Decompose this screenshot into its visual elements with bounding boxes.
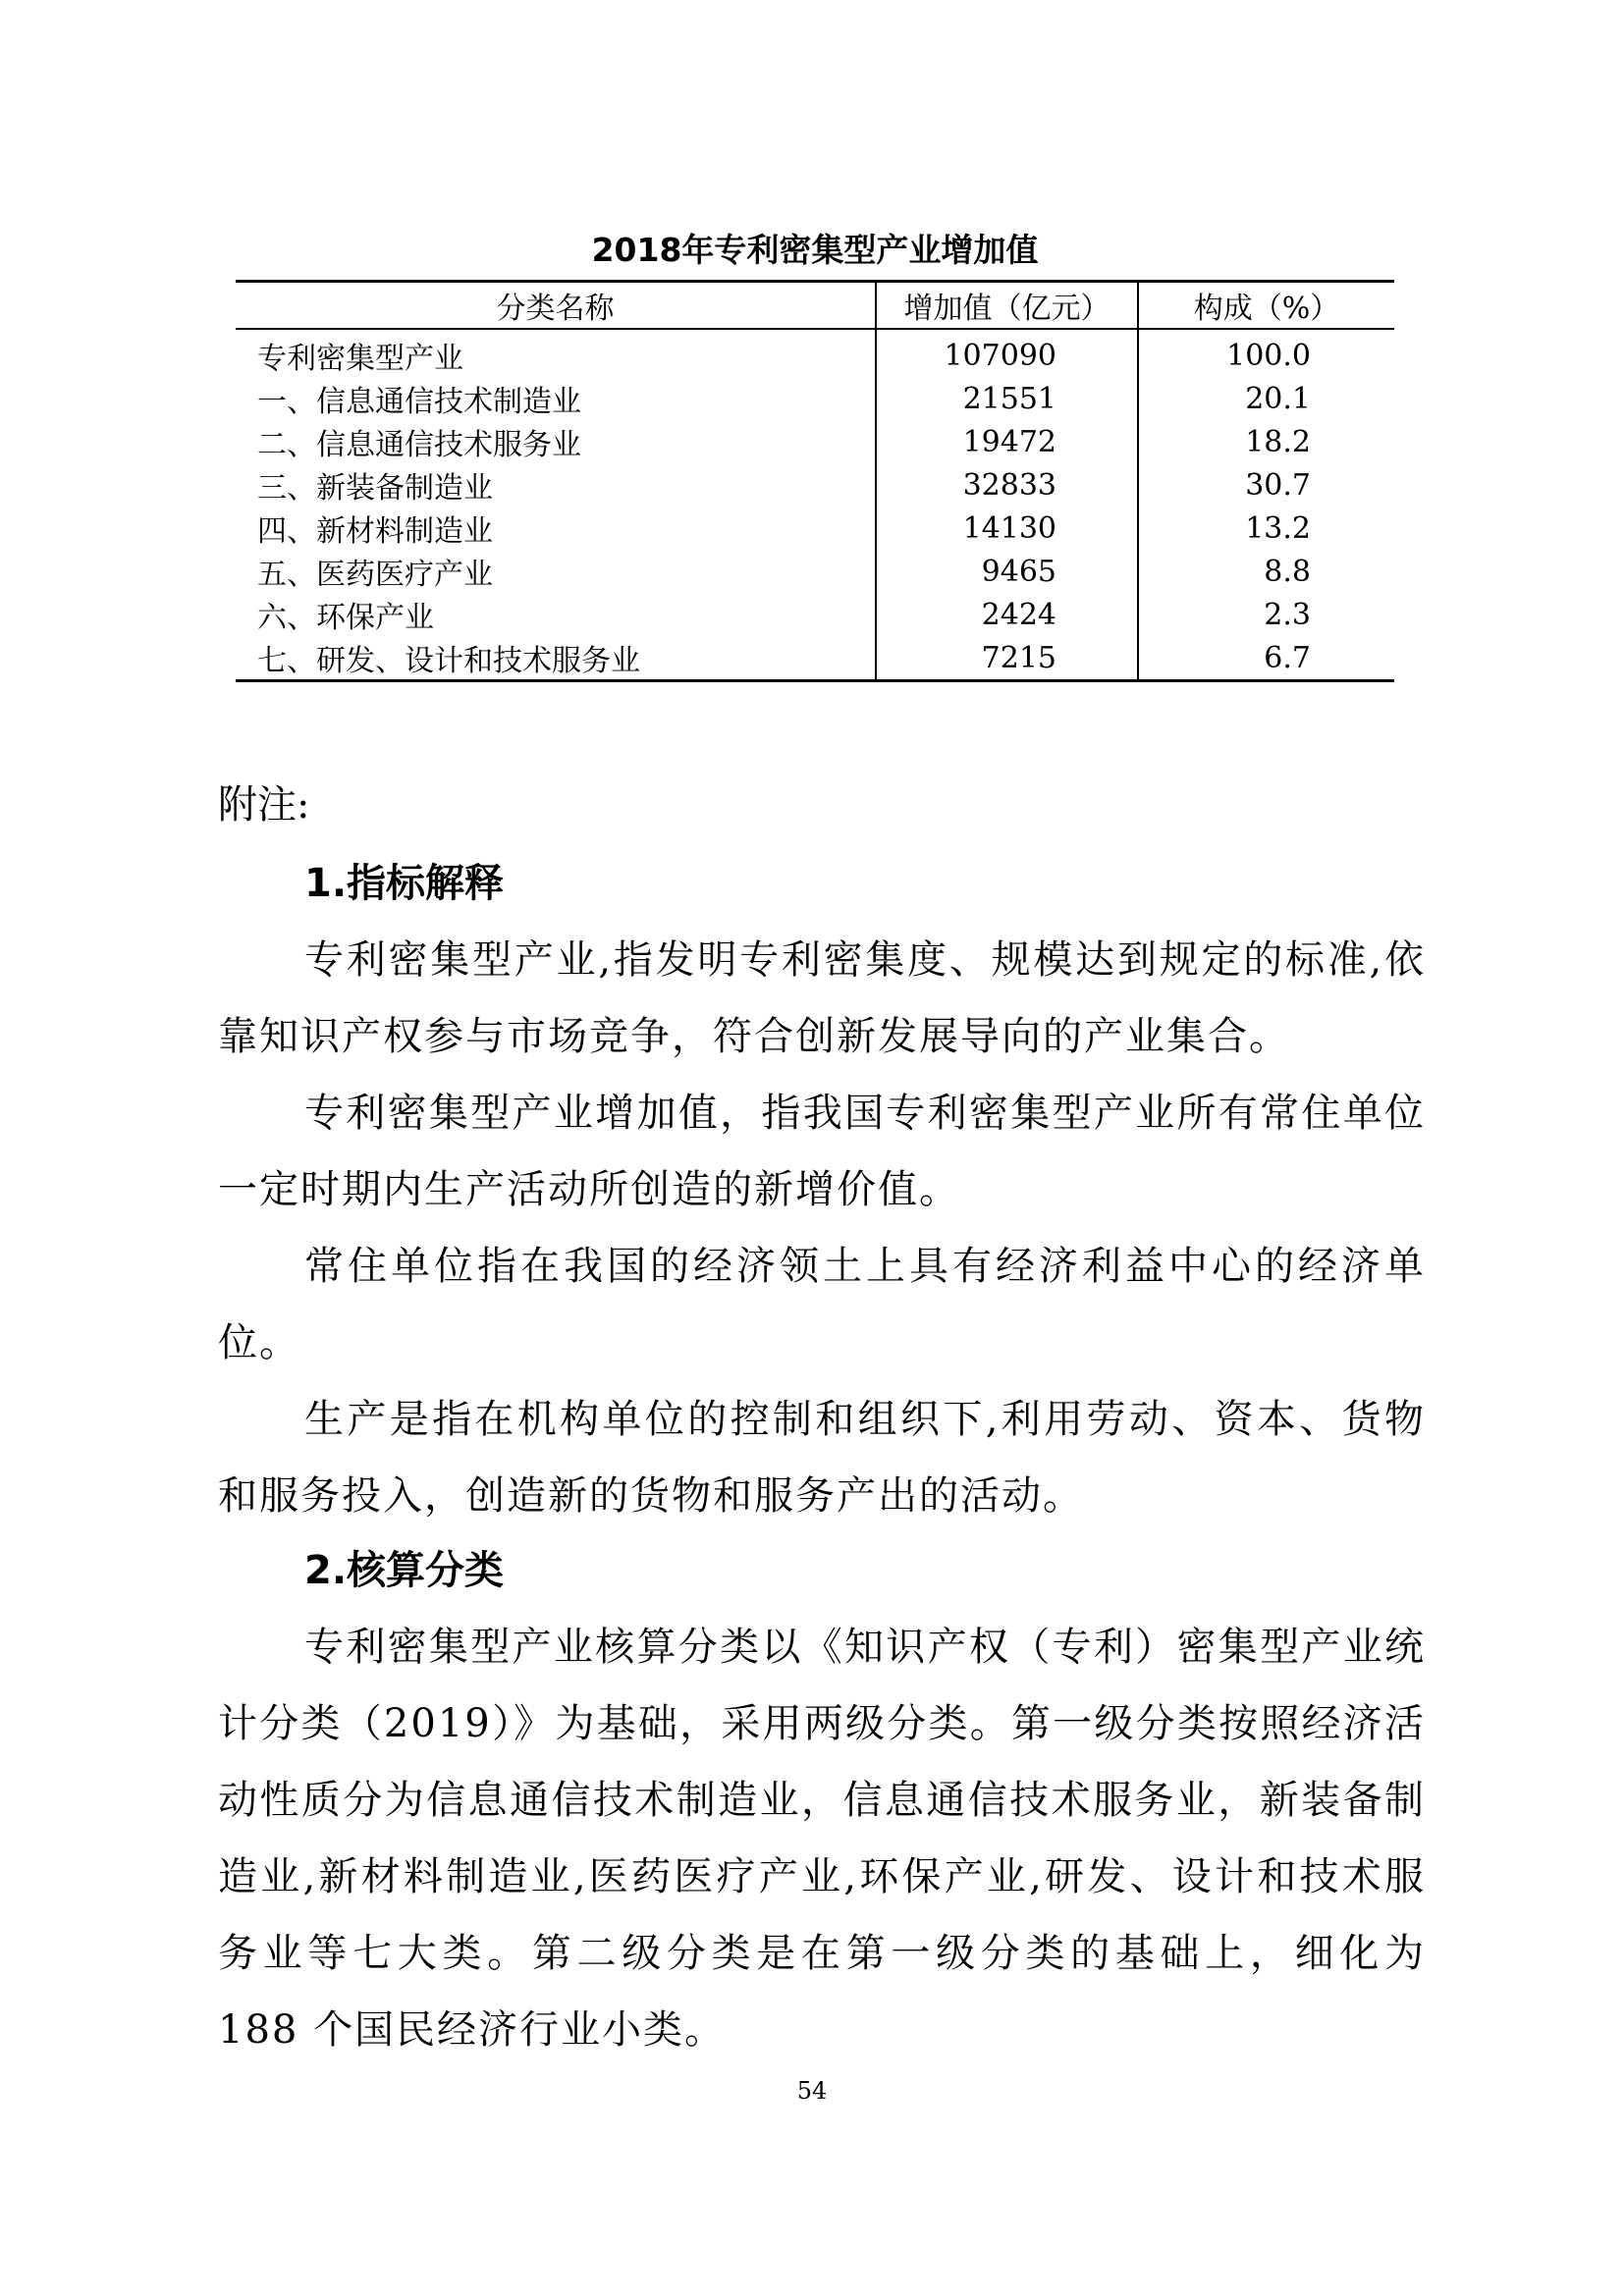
- row-share: 100.0: [1226, 338, 1311, 373]
- table-title: 2018年专利密集型产业增加值: [591, 231, 1039, 269]
- row-value: 14130: [876, 507, 1138, 550]
- column-header-share: 构成（%）: [1193, 292, 1340, 326]
- data-table: [236, 280, 1394, 682]
- row-value: 107090: [876, 329, 1138, 377]
- row-share: 18.2: [1245, 424, 1311, 459]
- row-value: 9465: [876, 550, 1138, 593]
- row-name: 六、环保产业: [236, 593, 876, 636]
- section-heading-indicator-explanation: 1.指标解释: [304, 861, 505, 906]
- row-value: 19472: [876, 420, 1138, 463]
- table-row: [236, 550, 1394, 593]
- row-name: 二、信息通信技术服务业: [236, 420, 876, 463]
- row-value: 32833: [876, 463, 1138, 507]
- row-name: 专利密集型产业: [236, 329, 876, 377]
- table-row: [236, 377, 1394, 420]
- table-row: [236, 636, 1394, 681]
- column-header-category: 分类名称: [236, 282, 876, 330]
- row-name: 五、医药医疗产业: [236, 550, 876, 593]
- row-name: 三、新装备制造业: [236, 463, 876, 507]
- row-share: 13.2: [1245, 510, 1311, 546]
- column-header-value: 增加值（亿元）: [876, 282, 1138, 330]
- row-share: 8.8: [1264, 554, 1311, 589]
- page-number: 54: [796, 2077, 828, 2105]
- paragraph: 专利密集型产业,指发明专利密集度、规模达到规定的标准,依靠知识产权参与市场竞争，符合创新发展导向的产业集合。: [218, 937, 1426, 1059]
- paragraph: 常住单位指在我国的经济领土上具有经济利益中心的经济单位。: [218, 1244, 1426, 1365]
- paragraph: 专利密集型产业核算分类以《知识产权（专利）密集型产业统计分类（2019）》为基础，采用两级分类。第一级分类按照经济活动性质分为信息通信技术制造业，信息通信技术服务业，新装备制造业,新材料制造业,医药医疗产业,环保产业,研发、设计和技术服务业等七大类。第二级分类是在第一级分类的基础上，细化为 188 个国民经济行业小类。: [218, 1625, 1426, 2053]
- table-row: [236, 507, 1394, 550]
- row-share: 6.7: [1264, 640, 1311, 675]
- table-row: [236, 463, 1394, 507]
- table-row: [236, 329, 1394, 377]
- row-share: 2.3: [1264, 597, 1311, 632]
- table-row: [236, 420, 1394, 463]
- notes-label: 附注:: [218, 782, 310, 828]
- row-value: 2424: [876, 593, 1138, 636]
- row-value: 21551: [876, 377, 1138, 420]
- row-value: 7215: [876, 636, 1138, 681]
- row-share: 20.1: [1245, 381, 1311, 416]
- table-row: [236, 593, 1394, 636]
- row-share: 30.7: [1245, 467, 1311, 503]
- row-name: 一、信息通信技术制造业: [236, 377, 876, 420]
- paragraph: 专利密集型产业增加值，指我国专利密集型产业所有常住单位一定时期内生产活动所创造的新增价值。: [218, 1091, 1426, 1212]
- paragraph: 生产是指在机构单位的控制和组织下,利用劳动、资本、货物和服务投入，创造新的货物和服务产出的活动。: [218, 1397, 1426, 1519]
- row-name: 七、研发、设计和技术服务业: [236, 636, 876, 681]
- section-heading-accounting-classification: 2.核算分类: [304, 1548, 505, 1593]
- row-name: 四、新材料制造业: [236, 507, 876, 550]
- table-header-row: [236, 282, 1394, 330]
